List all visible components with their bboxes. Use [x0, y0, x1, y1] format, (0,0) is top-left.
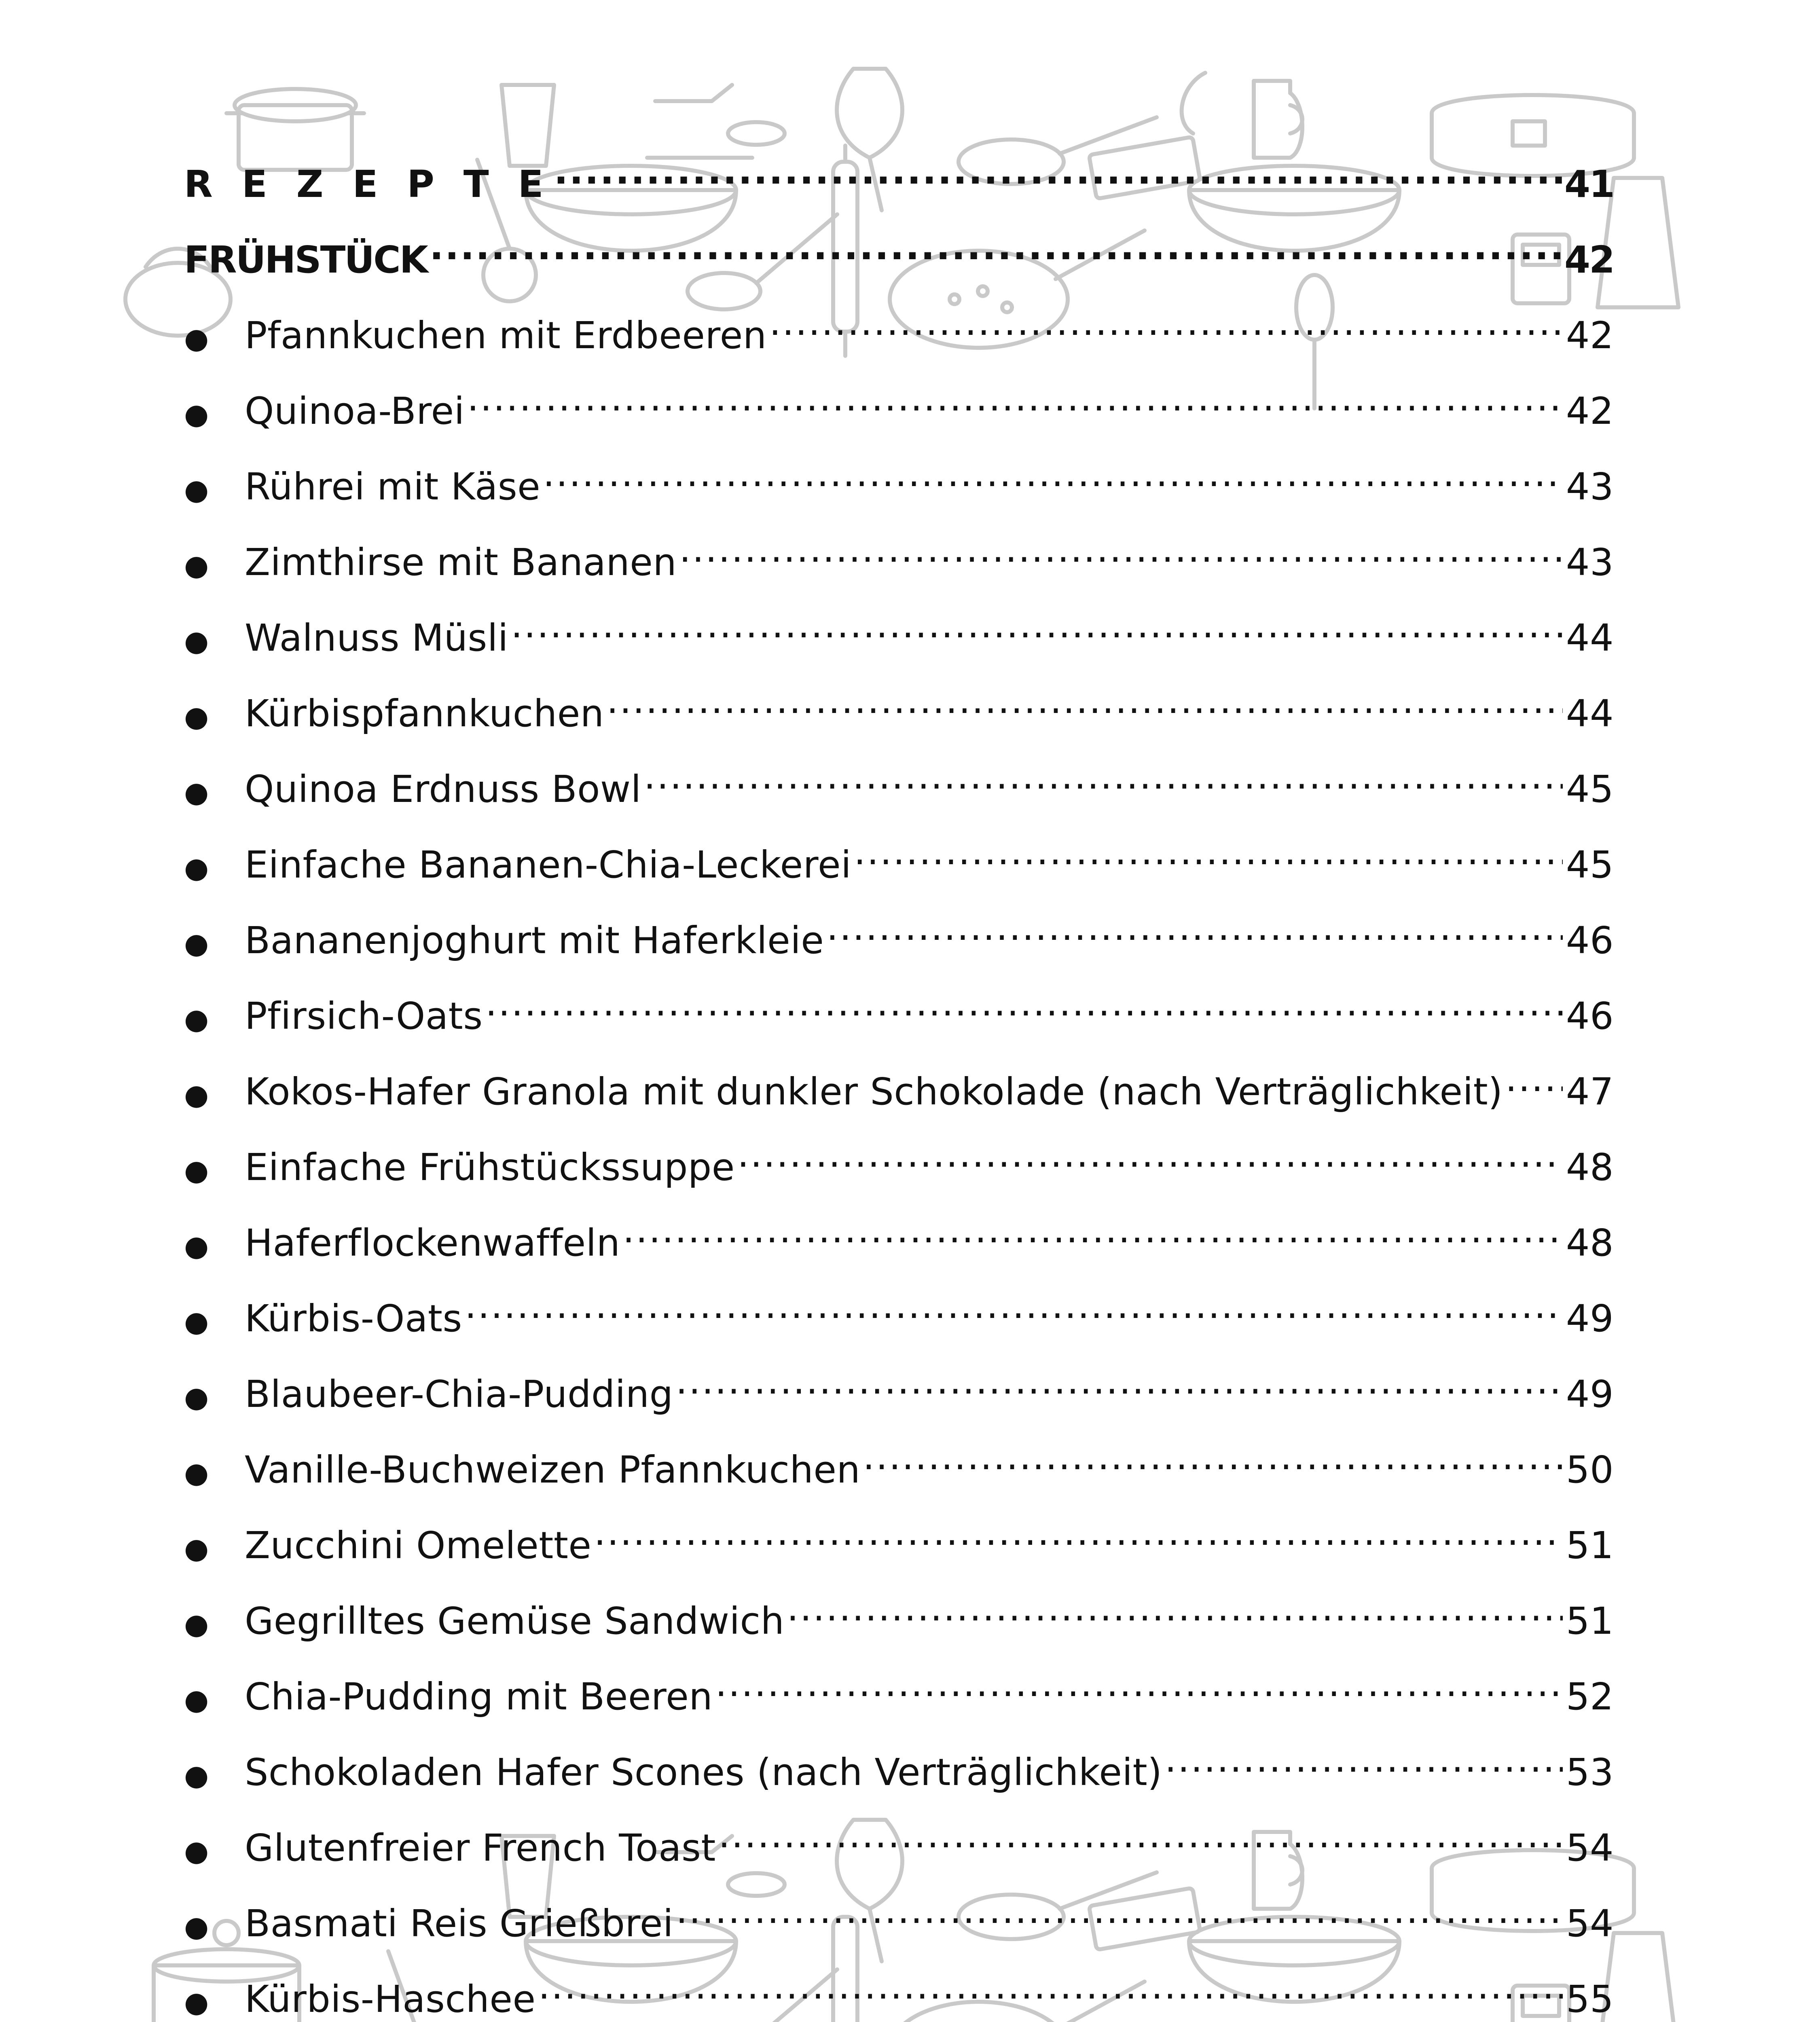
toc-entry[interactable] [184, 311, 1614, 387]
bullet-icon: ● [184, 473, 209, 506]
toc-entry-title: Quinoa-Brei [245, 389, 465, 433]
toc-entry-page: 42 [1566, 314, 1614, 357]
toc-heading-title: R E Z E P T E [184, 163, 552, 206]
toc-entry-title: Glutenfreier French Toast [245, 1826, 716, 1870]
bullet-icon: ● [184, 322, 209, 355]
toc-entry-title: Zucchini Omelette [245, 1524, 592, 1567]
bullet-icon: ● [184, 1607, 209, 1641]
bullet-icon: ● [184, 1154, 209, 1187]
toc-entry-title: Pfannkuchen mit Erdbeeren [245, 314, 767, 357]
dot-leader [467, 387, 1563, 424]
toc-entry-page: 44 [1566, 616, 1614, 660]
toc-entry[interactable] [184, 387, 1614, 462]
bullet-icon: ● [184, 1305, 209, 1338]
dot-leader [676, 1370, 1563, 1407]
glass-icon [502, 85, 554, 166]
toc-entry-title: Einfache Bananen-Chia-Leckerei [245, 843, 852, 886]
dot-leader [485, 992, 1563, 1029]
toc-entry-title: Rührei mit Käse [245, 465, 541, 508]
toc-entry-page: 54 [1566, 1902, 1614, 1945]
toc-entry[interactable] [184, 1975, 1614, 2022]
toc-entry-page: 48 [1566, 1221, 1614, 1265]
toc-entry-page: 55 [1566, 1978, 1614, 2021]
toc-entry-title: Basmati Reis Grießbrei [245, 1902, 674, 1945]
dot-leader [554, 160, 1562, 197]
toc-entry[interactable] [184, 1294, 1614, 1370]
toc-entry-page: 47 [1566, 1070, 1614, 1113]
toc-entry[interactable] [184, 538, 1614, 613]
toc-entry-page: 49 [1566, 1373, 1614, 1416]
bullet-icon: ● [184, 1456, 209, 1489]
bullet-icon: ● [184, 549, 209, 582]
toc-entry[interactable] [184, 1748, 1614, 1823]
toc-entry[interactable] [184, 1899, 1614, 1975]
bullet-icon: ● [184, 1986, 209, 2019]
toc-entry[interactable] [184, 1143, 1614, 1218]
toc-entry[interactable] [184, 840, 1614, 916]
bullet-icon: ● [184, 1229, 209, 1263]
dot-leader [676, 1899, 1563, 1936]
toc-entry-page: 46 [1566, 919, 1614, 962]
toc-entry-page: 42 [1566, 389, 1614, 433]
bullet-icon: ● [184, 1834, 209, 1868]
bullet-icon: ● [184, 1683, 209, 1716]
bullet-icon: ● [184, 1910, 209, 1943]
toc-entry-page: 53 [1566, 1751, 1614, 1794]
dot-leader [644, 765, 1563, 802]
toc-entry-page: 45 [1566, 843, 1614, 886]
toc-entry-title: Einfache Frühstückssuppe [245, 1146, 735, 1189]
toc-entry-page: 48 [1566, 1146, 1614, 1189]
bullet-icon: ● [184, 1003, 209, 1036]
dot-leader [787, 1597, 1563, 1634]
dot-leader [854, 840, 1563, 878]
bullet-icon: ● [184, 1759, 209, 1792]
toc-entry[interactable] [184, 689, 1614, 765]
dot-leader [715, 1672, 1563, 1709]
bullet-icon: ● [184, 776, 209, 809]
spoon-icon [647, 85, 785, 158]
toc-entry[interactable] [184, 1067, 1614, 1143]
pot-icon [226, 89, 364, 170]
toc-entry-page: 49 [1566, 1297, 1614, 1340]
toc-entry[interactable] [184, 462, 1614, 538]
toc-entry[interactable] [184, 1445, 1614, 1521]
bullet-icon: ● [184, 1078, 209, 1111]
dot-leader [594, 1521, 1563, 1558]
table-of-contents [184, 160, 1614, 2022]
toc-entry[interactable] [184, 1823, 1614, 1899]
toc-entry[interactable] [184, 1370, 1614, 1445]
toc-entry-title: Kokos-Hafer Granola mit dunkler Schokolade (nach Verträglichkeit) [245, 1070, 1503, 1113]
toc-entry-title: Vanille-Buchweizen Pfannkuchen [245, 1448, 861, 1491]
toc-entry[interactable] [184, 613, 1614, 689]
toc-entry-title: Kürbis-Oats [245, 1297, 462, 1340]
toc-heading[interactable] [184, 235, 1614, 311]
toc-entry-title: Haferflockenwaffeln [245, 1221, 620, 1265]
toc-heading-title: FRÜHSTÜCK [184, 238, 427, 281]
toc-entry[interactable] [184, 765, 1614, 840]
dot-leader [679, 538, 1563, 575]
toc-entry-page: 54 [1566, 1826, 1614, 1870]
dot-leader [826, 916, 1563, 953]
bullet-icon: ● [184, 700, 209, 733]
toc-entry[interactable] [184, 1218, 1614, 1294]
bullet-icon: ● [184, 624, 209, 658]
dot-leader [465, 1294, 1563, 1331]
dot-leader [511, 613, 1563, 651]
toc-entry[interactable] [184, 916, 1614, 992]
toc-heading[interactable] [184, 160, 1614, 235]
dot-leader [1165, 1748, 1563, 1785]
dot-leader [1505, 1067, 1563, 1104]
toc-heading-page: 41 [1564, 163, 1614, 206]
bullet-icon: ● [184, 851, 209, 884]
toc-entry-page: 43 [1566, 465, 1614, 508]
dot-leader [622, 1218, 1563, 1256]
toc-entry-title: Chia-Pudding mit Beeren [245, 1675, 713, 1718]
dot-leader [769, 311, 1563, 348]
toc-entry[interactable] [184, 1597, 1614, 1672]
jug-icon [1254, 81, 1302, 158]
toc-entry[interactable] [184, 1521, 1614, 1597]
dot-leader [607, 689, 1563, 726]
toc-entry-title: Kürbispfannkuchen [245, 692, 604, 735]
toc-entry-title: Gegrilltes Gemüse Sandwich [245, 1599, 785, 1643]
toc-entry-title: Walnuss Müsli [245, 616, 508, 660]
toc-entry-title: Kürbis-Haschee [245, 1978, 536, 2021]
dot-leader [737, 1143, 1563, 1180]
toc-entry-page: 51 [1566, 1524, 1614, 1567]
toc-entry-title: Schokoladen Hafer Scones (nach Verträglichkeit) [245, 1751, 1162, 1794]
toc-entry-page: 50 [1566, 1448, 1614, 1491]
toc-entry[interactable] [184, 992, 1614, 1067]
toc-entry-page: 44 [1566, 692, 1614, 735]
toc-entry-page: 52 [1566, 1675, 1614, 1718]
bullet-icon: ● [184, 1381, 209, 1414]
dot-leader [538, 1975, 1563, 2012]
toc-entry-page: 45 [1566, 768, 1614, 811]
dot-leader [430, 235, 1562, 273]
bullet-icon: ● [184, 1532, 209, 1565]
toc-entry-title: Quinoa Erdnuss Bowl [245, 768, 641, 811]
toc-entry-page: 46 [1566, 994, 1614, 1038]
toc-entry[interactable] [184, 1672, 1614, 1748]
toc-entry-page: 43 [1566, 541, 1614, 584]
toc-entry-title: Blaubeer-Chia-Pudding [245, 1373, 673, 1416]
dot-leader [718, 1823, 1563, 1861]
toc-entry-title: Pfirsich-Oats [245, 994, 483, 1038]
bullet-icon: ● [184, 927, 209, 960]
dot-leader [543, 462, 1563, 499]
toc-entry-title: Bananenjoghurt mit Haferkleie [245, 919, 824, 962]
bullet-icon: ● [184, 398, 209, 431]
toc-heading-page: 42 [1564, 238, 1614, 281]
toc-entry-title: Zimthirse mit Bananen [245, 541, 677, 584]
dot-leader [863, 1445, 1563, 1483]
toc-entry-page: 51 [1566, 1599, 1614, 1643]
